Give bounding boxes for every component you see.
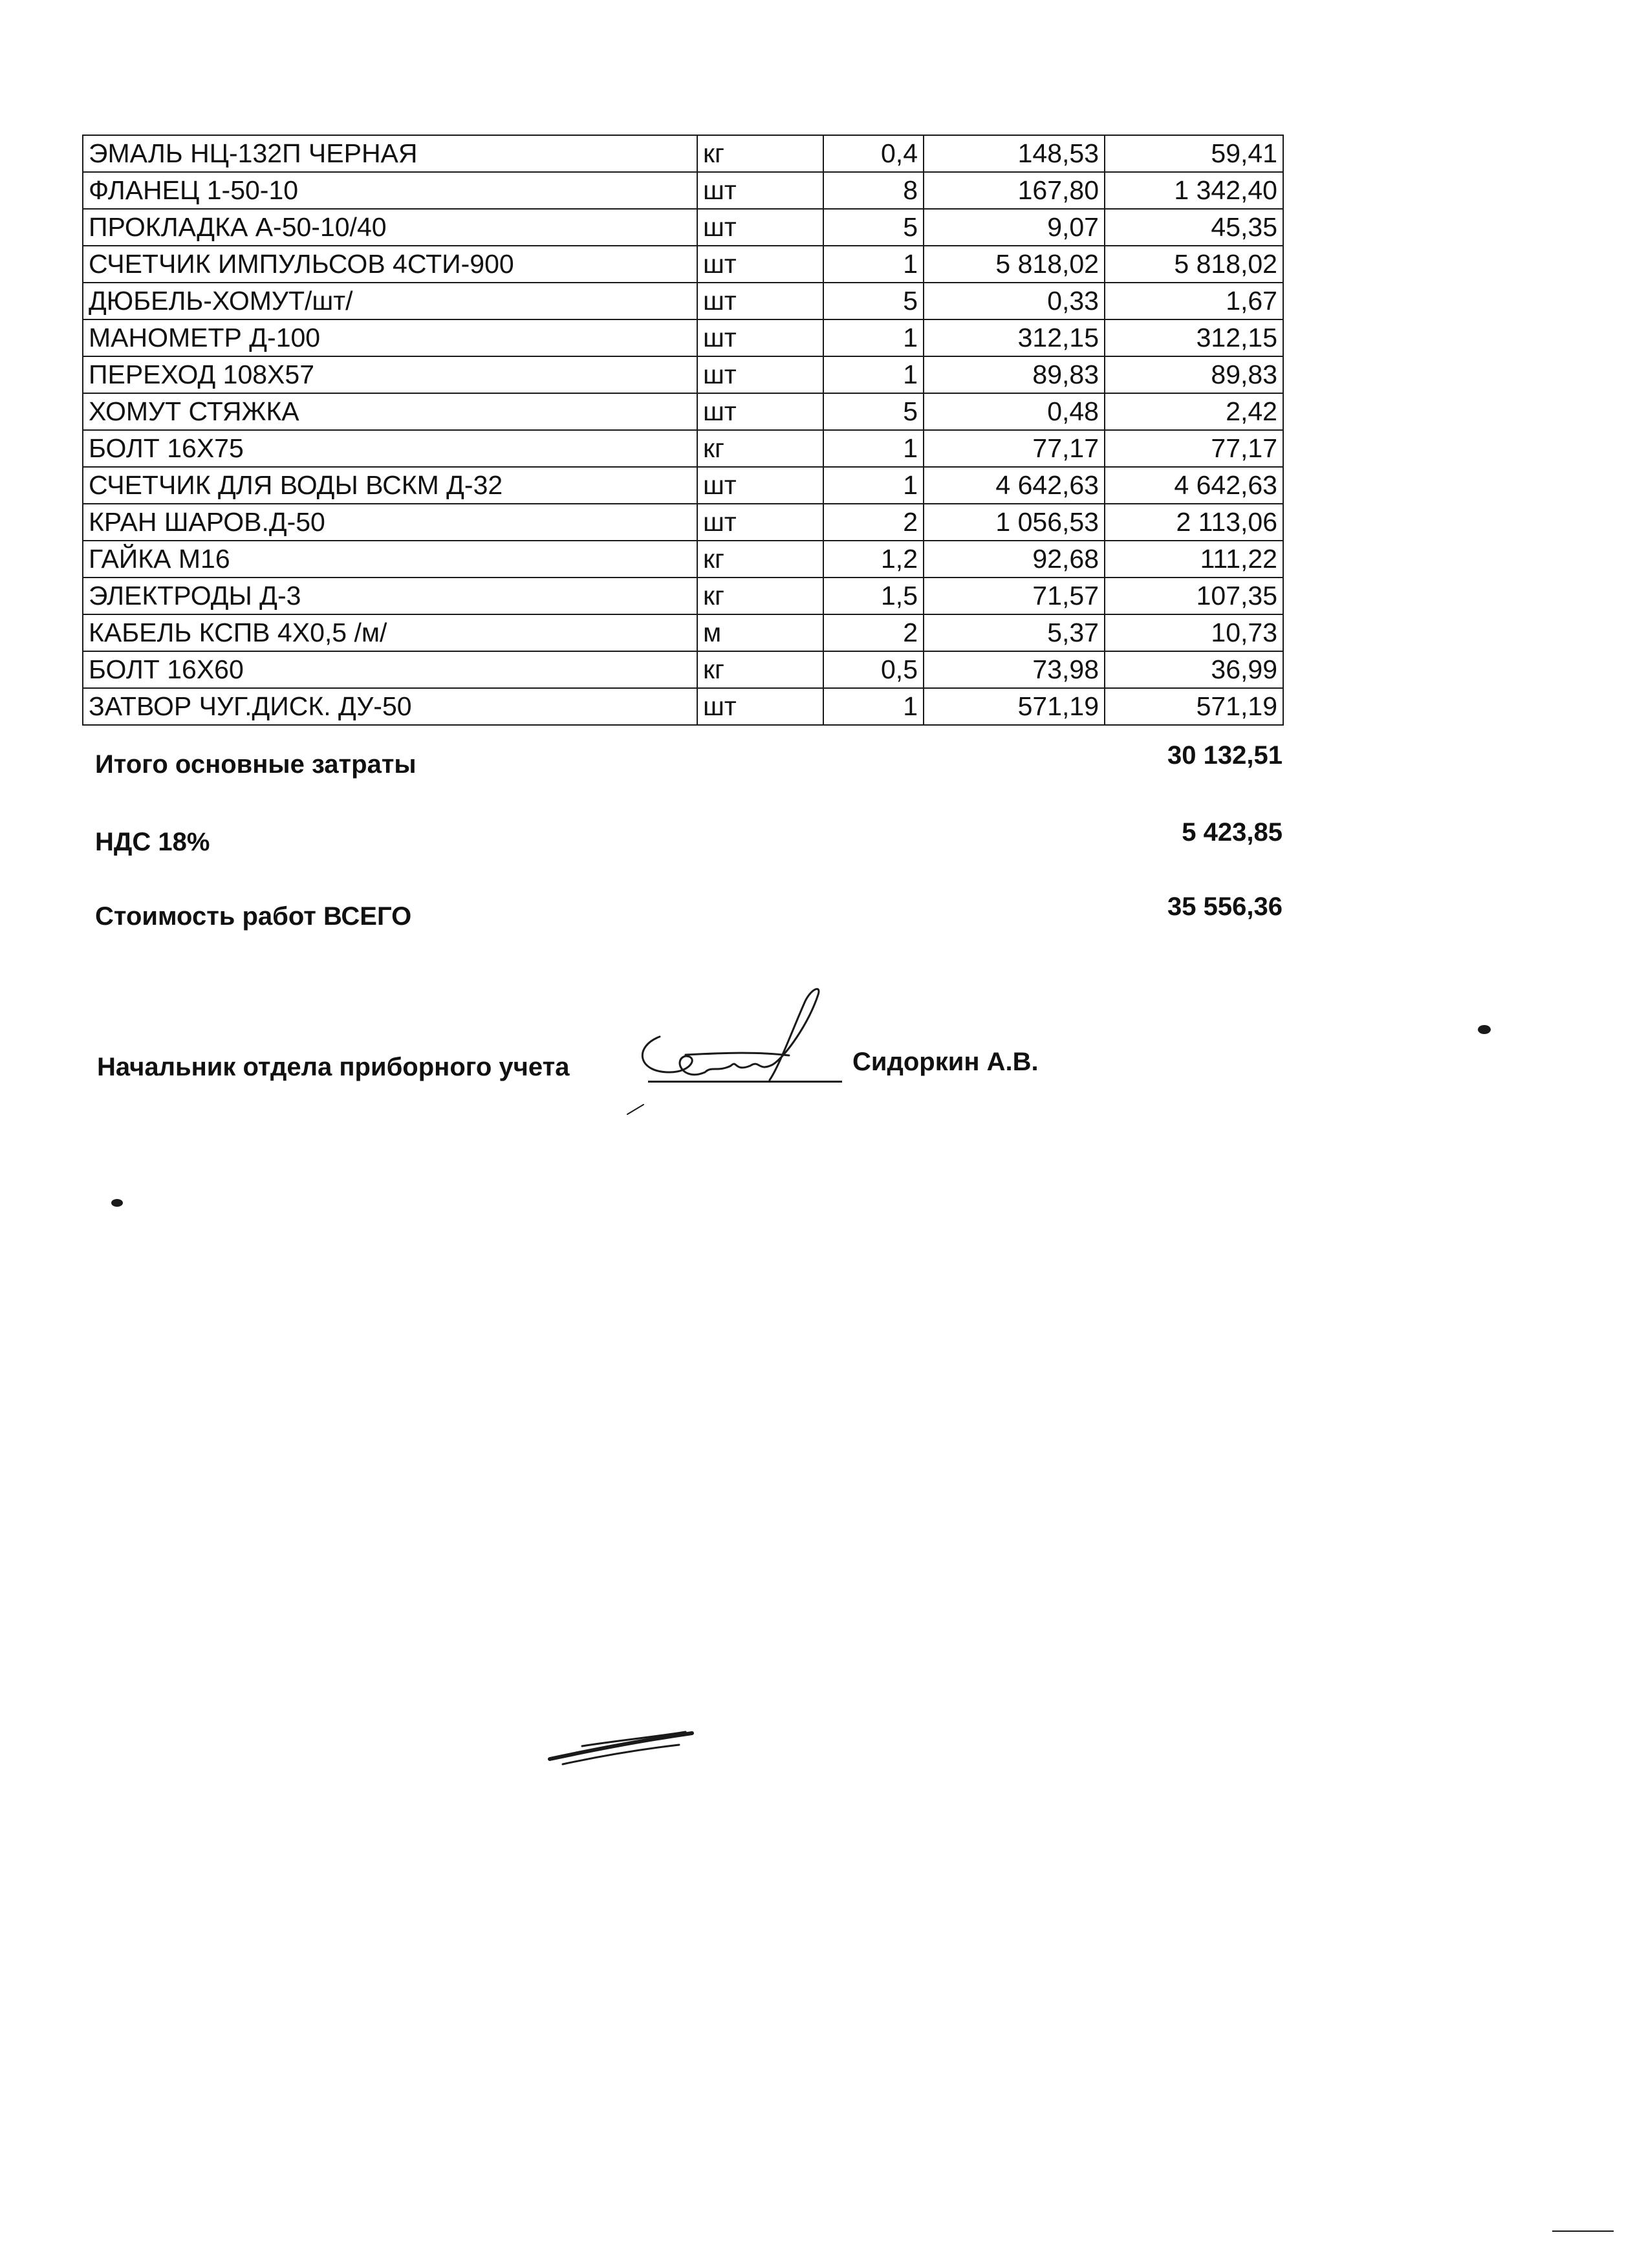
base-total-value: 30 132,51 <box>1167 741 1283 770</box>
cell-price: 312,15 <box>924 319 1105 356</box>
cell-name: ЭМАЛЬ НЦ-132П ЧЕРНАЯ <box>83 135 697 172</box>
table-row <box>83 578 1283 614</box>
cell-sum: 571,19 <box>1105 688 1283 725</box>
cell-unit: кг <box>697 430 823 467</box>
cell-name: СЧЕТЧИК ДЛЯ ВОДЫ ВСКМ Д-32 <box>83 467 697 504</box>
base-total-label: Итого основные затраты <box>95 750 417 779</box>
table-row <box>83 283 1283 319</box>
cell-unit: шт <box>697 283 823 319</box>
grand-total-label: Стоимость работ ВСЕГО <box>95 902 412 931</box>
cell-price: 1 056,53 <box>924 504 1105 541</box>
handwritten-signature <box>621 975 880 1124</box>
cell-price: 167,80 <box>924 172 1105 209</box>
cell-price: 77,17 <box>924 430 1105 467</box>
cell-qty: 1 <box>823 430 924 467</box>
table-row <box>83 651 1283 688</box>
cell-qty: 1 <box>823 246 924 283</box>
table-row <box>83 209 1283 246</box>
cell-sum: 2,42 <box>1105 393 1283 430</box>
table-row <box>83 614 1283 651</box>
cell-name: КРАН ШАРОВ.Д-50 <box>83 504 697 541</box>
table-row <box>83 246 1283 283</box>
table-row <box>83 467 1283 504</box>
cell-price: 89,83 <box>924 356 1105 393</box>
cell-price: 5,37 <box>924 614 1105 651</box>
cell-price: 148,53 <box>924 135 1105 172</box>
cell-unit: кг <box>697 651 823 688</box>
cell-qty: 1 <box>823 319 924 356</box>
cell-unit: шт <box>697 467 823 504</box>
cell-qty: 0,4 <box>823 135 924 172</box>
cell-qty: 1 <box>823 467 924 504</box>
cell-unit: кг <box>697 135 823 172</box>
cell-unit: шт <box>697 319 823 356</box>
signatory-name: Сидоркин А.В. <box>852 1048 1039 1076</box>
cell-name: ХОМУТ СТЯЖКА <box>83 393 697 430</box>
cell-qty: 1 <box>823 688 924 725</box>
cell-qty: 5 <box>823 283 924 319</box>
cell-unit: кг <box>697 578 823 614</box>
cell-sum: 59,41 <box>1105 135 1283 172</box>
cell-qty: 1,2 <box>823 541 924 578</box>
table-row <box>83 541 1283 578</box>
cell-price: 73,98 <box>924 651 1105 688</box>
grand-total-value: 35 556,36 <box>1167 892 1283 921</box>
cell-unit: шт <box>697 688 823 725</box>
cell-sum: 111,22 <box>1105 541 1283 578</box>
cell-sum: 45,35 <box>1105 209 1283 246</box>
table-row <box>83 356 1283 393</box>
cell-price: 9,07 <box>924 209 1105 246</box>
cell-name: БОЛТ 16Х60 <box>83 651 697 688</box>
table-row <box>83 172 1283 209</box>
cell-sum: 89,83 <box>1105 356 1283 393</box>
cell-sum: 36,99 <box>1105 651 1283 688</box>
cell-unit: шт <box>697 172 823 209</box>
table-row <box>83 393 1283 430</box>
cell-qty: 1,5 <box>823 578 924 614</box>
cell-name: КАБЕЛЬ КСПВ 4Х0,5 /м/ <box>83 614 697 651</box>
cell-name: МАНОМЕТР Д-100 <box>83 319 697 356</box>
cell-name: СЧЕТЧИК ИМПУЛЬСОВ 4СТИ-900 <box>83 246 697 283</box>
cell-qty: 2 <box>823 504 924 541</box>
cell-name: ФЛАНЕЦ 1-50-10 <box>83 172 697 209</box>
cell-sum: 107,35 <box>1105 578 1283 614</box>
materials-table-body <box>83 135 1283 725</box>
cell-price: 71,57 <box>924 578 1105 614</box>
cell-sum: 77,17 <box>1105 430 1283 467</box>
cell-name: ПЕРЕХОД 108Х57 <box>83 356 697 393</box>
cell-unit: м <box>697 614 823 651</box>
cell-name: ЭЛЕКТРОДЫ Д-3 <box>83 578 697 614</box>
cell-sum: 1 342,40 <box>1105 172 1283 209</box>
materials-table <box>82 135 1284 726</box>
cell-price: 0,33 <box>924 283 1105 319</box>
edge-line-mark <box>1552 2228 1617 2234</box>
table-row <box>83 135 1283 172</box>
cell-qty: 1 <box>823 356 924 393</box>
cell-name: ГАЙКА М16 <box>83 541 697 578</box>
table-row <box>83 319 1283 356</box>
cell-qty: 0,5 <box>823 651 924 688</box>
cell-unit: шт <box>697 393 823 430</box>
ink-spot <box>109 1196 127 1209</box>
cell-name: БОЛТ 16Х75 <box>83 430 697 467</box>
cell-name: ЗАТВОР ЧУГ.ДИСК. ДУ-50 <box>83 688 697 725</box>
cell-qty: 5 <box>823 393 924 430</box>
cell-sum: 312,15 <box>1105 319 1283 356</box>
cell-sum: 5 818,02 <box>1105 246 1283 283</box>
cell-price: 5 818,02 <box>924 246 1105 283</box>
vat-label: НДС 18% <box>95 828 210 856</box>
table-row <box>83 430 1283 467</box>
cell-price: 4 642,63 <box>924 467 1105 504</box>
cell-sum: 1,67 <box>1105 283 1283 319</box>
cell-name: ДЮБЕЛЬ-ХОМУТ/шт/ <box>83 283 697 319</box>
cell-name: ПРОКЛАДКА А-50-10/40 <box>83 209 697 246</box>
cell-sum: 10,73 <box>1105 614 1283 651</box>
cell-price: 92,68 <box>924 541 1105 578</box>
cell-sum: 4 642,63 <box>1105 467 1283 504</box>
vat-value: 5 423,85 <box>1182 818 1283 847</box>
cell-unit: шт <box>697 356 823 393</box>
cell-qty: 8 <box>823 172 924 209</box>
cell-qty: 2 <box>823 614 924 651</box>
table-row <box>83 688 1283 725</box>
pen-stroke-mark <box>537 1720 705 1772</box>
cell-unit: шт <box>697 246 823 283</box>
table-row <box>83 504 1283 541</box>
signatory-position: Начальник отдела приборного учета <box>97 1053 570 1081</box>
cell-price: 0,48 <box>924 393 1105 430</box>
cell-sum: 2 113,06 <box>1105 504 1283 541</box>
cell-qty: 5 <box>823 209 924 246</box>
cell-unit: кг <box>697 541 823 578</box>
cell-unit: шт <box>697 504 823 541</box>
ink-spot <box>1475 1022 1494 1037</box>
cell-unit: шт <box>697 209 823 246</box>
cell-price: 571,19 <box>924 688 1105 725</box>
